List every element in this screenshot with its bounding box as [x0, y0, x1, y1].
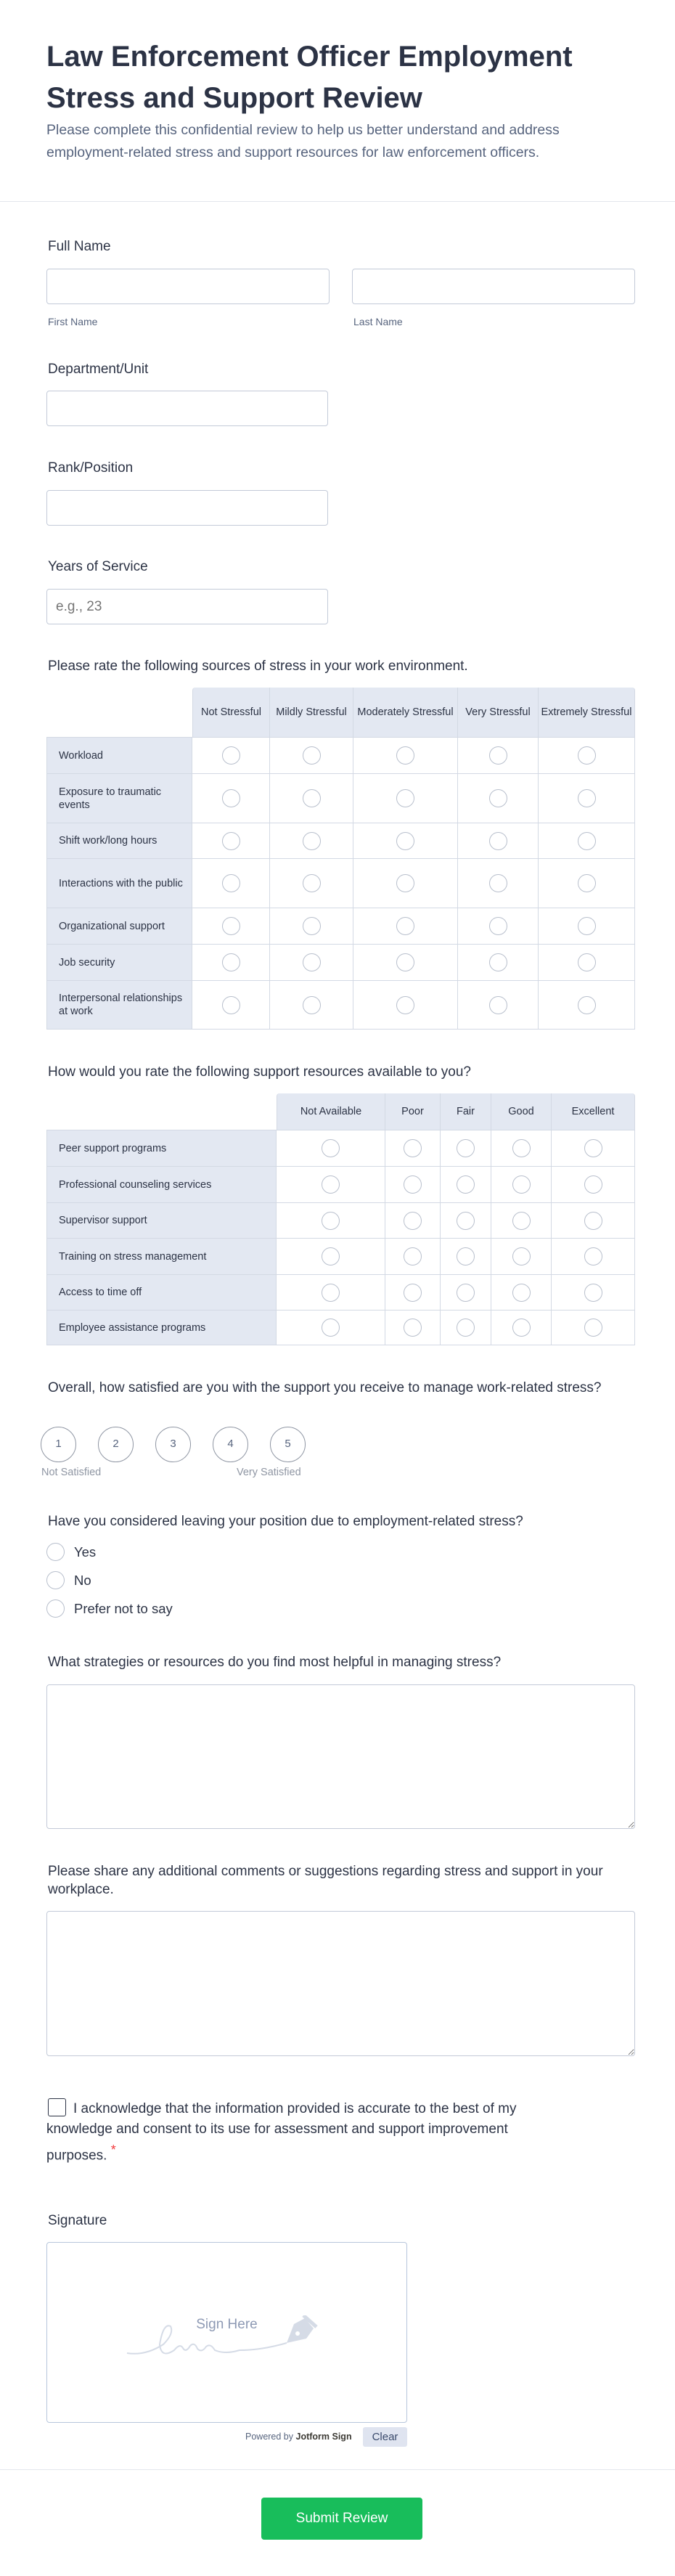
matrix-cell [552, 1130, 635, 1166]
matrix-cell [353, 980, 458, 1030]
matrix-cell [491, 1130, 552, 1166]
leaving-option-prefer-not[interactable] [46, 1599, 173, 1618]
matrix-cell [385, 1238, 441, 1274]
matrix-column-header: Not Stressful [192, 688, 270, 737]
matrix-row-label: Exposure to traumatic events [46, 773, 192, 823]
radio-button[interactable] [578, 832, 596, 850]
matrix-column-header: Not Available [277, 1093, 385, 1130]
matrix-cell [270, 858, 353, 908]
matrix-column-header: Moderately Stressful [353, 688, 458, 737]
leaving-option-yes[interactable] [46, 1543, 96, 1561]
radio-button[interactable] [489, 953, 507, 971]
matrix-row [46, 737, 635, 773]
matrix-cell [385, 1130, 441, 1166]
radio-button[interactable] [584, 1175, 602, 1194]
stress-matrix-question: Please rate the following sources of stress in your work environment. [48, 659, 468, 674]
radio-button[interactable] [322, 1284, 340, 1302]
sign-here-placeholder: Sign Here [196, 2317, 258, 2332]
radio-button[interactable] [457, 1175, 475, 1194]
matrix-cell [277, 1274, 385, 1310]
matrix-cell [385, 1166, 441, 1202]
matrix-cell [552, 1202, 635, 1238]
radio-button[interactable] [46, 1543, 65, 1561]
radio-button[interactable] [578, 917, 596, 935]
matrix-cell [458, 980, 539, 1030]
powered-prefix: Powered by [245, 2432, 294, 2442]
matrix-row-label: Peer support programs [46, 1130, 277, 1166]
matrix-cell [458, 737, 539, 773]
matrix-cell [270, 823, 353, 858]
full-name-label: Full Name [48, 239, 111, 254]
powered-by [245, 2432, 352, 2442]
matrix-column-header: Mildly Stressful [270, 688, 353, 737]
radio-button[interactable] [584, 1318, 602, 1337]
matrix-cell [277, 1130, 385, 1166]
matrix-cell [277, 1166, 385, 1202]
radio-button[interactable] [303, 789, 321, 807]
matrix-cell [458, 858, 539, 908]
matrix-cell [539, 908, 635, 944]
matrix-corner [46, 688, 192, 737]
matrix-cell [539, 823, 635, 858]
matrix-cell [552, 1166, 635, 1202]
matrix-row [46, 1202, 635, 1238]
years-label: Years of Service [48, 559, 148, 574]
matrix-cell [458, 773, 539, 823]
matrix-cell [491, 1274, 552, 1310]
comments-question: Please share any additional comments or suggestions regarding stress and support in your workplace. [48, 1864, 603, 1897]
radio-button[interactable] [303, 953, 321, 971]
matrix-cell [353, 944, 458, 980]
department-input[interactable] [46, 391, 328, 426]
satisfaction-low-label: Not Satisfied [41, 1467, 102, 1478]
radio-button[interactable] [457, 1139, 475, 1157]
option-label: Yes [74, 1544, 97, 1560]
radio-button[interactable] [489, 746, 507, 765]
department-label: Department/Unit [48, 362, 149, 377]
radio-button[interactable] [404, 1318, 422, 1337]
radio-button[interactable] [46, 1571, 65, 1589]
matrix-row-label: Interactions with the public [46, 858, 192, 908]
radio-button[interactable] [512, 1212, 531, 1230]
matrix-cell [539, 944, 635, 980]
comments-textarea[interactable] [46, 1911, 635, 2056]
matrix-cell [552, 1274, 635, 1310]
strategies-question: What strategies or resources do you find most helpful in managing stress? [48, 1655, 502, 1670]
last-name-input[interactable] [352, 269, 635, 304]
radio-button[interactable] [584, 1212, 602, 1230]
radio-button[interactable] [396, 917, 414, 935]
submit-button[interactable]: Submit Review [261, 2498, 422, 2540]
matrix-cell [192, 823, 270, 858]
matrix-cell [277, 1202, 385, 1238]
radio-button[interactable] [396, 832, 414, 850]
radio-button[interactable] [222, 996, 240, 1014]
matrix-cell [192, 737, 270, 773]
radio-button[interactable] [578, 746, 596, 765]
matrix-row [46, 1166, 635, 1202]
radio-button[interactable] [512, 1139, 531, 1157]
signature-label: Signature [48, 2213, 107, 2228]
rating-option-2[interactable]: 2 [98, 1427, 134, 1462]
matrix-column-header: Poor [385, 1093, 441, 1130]
radio-button[interactable] [396, 746, 414, 765]
support-matrix-question: How would you rate the following support resources available to you? [48, 1064, 471, 1080]
matrix-row-label: Access to time off [46, 1274, 277, 1310]
matrix-cell [539, 980, 635, 1030]
matrix-cell [270, 980, 353, 1030]
rating-option-3[interactable]: 3 [155, 1427, 191, 1462]
radio-button[interactable] [512, 1175, 531, 1194]
first-name-sublabel: First Name [48, 316, 98, 327]
matrix-cell [491, 1166, 552, 1202]
matrix-cell [539, 737, 635, 773]
clear-signature-button[interactable]: Clear [363, 2427, 407, 2447]
radio-button[interactable] [457, 1212, 475, 1230]
radio-button[interactable] [322, 1212, 340, 1230]
radio-button[interactable] [578, 996, 596, 1014]
matrix-cell [491, 1238, 552, 1274]
radio-button[interactable] [512, 1247, 531, 1265]
matrix-cell [552, 1310, 635, 1345]
radio-button[interactable] [322, 1318, 340, 1337]
matrix-column-header: Excellent [552, 1093, 635, 1130]
strategies-textarea[interactable] [46, 1684, 635, 1829]
matrix-cell [192, 980, 270, 1030]
rating-option-5[interactable]: 5 [270, 1427, 306, 1462]
radio-button[interactable] [584, 1139, 602, 1157]
radio-button[interactable] [489, 874, 507, 892]
matrix-row [46, 823, 635, 858]
matrix-row [46, 1130, 635, 1166]
last-name-sublabel: Last Name [353, 316, 403, 327]
radio-button[interactable] [512, 1318, 531, 1337]
matrix-cell [539, 773, 635, 823]
matrix-cell [192, 908, 270, 944]
matrix-row-label: Supervisor support [46, 1202, 277, 1238]
radio-button[interactable] [578, 874, 596, 892]
matrix-row-label: Employee assistance programs [46, 1310, 277, 1345]
matrix-row-label: Shift work/long hours [46, 823, 192, 858]
matrix-cell [458, 944, 539, 980]
form-description: Please complete this confidential review to help us better understand and address employment-related stress and support resources for law enforcement officers. [46, 122, 560, 160]
satisfaction-scale [41, 1427, 306, 1462]
radio-button[interactable] [489, 832, 507, 850]
matrix-row [46, 1274, 635, 1310]
matrix-column-header: Very Stressful [458, 688, 539, 737]
matrix-cell [353, 858, 458, 908]
acknowledge-checkbox[interactable] [48, 2098, 66, 2116]
matrix-row [46, 908, 635, 944]
radio-button[interactable] [222, 953, 240, 971]
matrix-cell [270, 737, 353, 773]
radio-button[interactable] [396, 953, 414, 971]
radio-button[interactable] [584, 1284, 602, 1302]
matrix-cell [385, 1202, 441, 1238]
satisfaction-high-label: Very Satisfied [237, 1467, 301, 1478]
matrix-row-label: Interpersonal relationships at work [46, 980, 192, 1030]
signature-pad[interactable] [46, 2242, 407, 2423]
radio-button[interactable] [222, 874, 240, 892]
radio-button[interactable] [222, 789, 240, 807]
radio-button[interactable] [404, 1139, 422, 1157]
rank-label: Rank/Position [48, 460, 134, 476]
option-label: No [74, 1572, 91, 1588]
radio-button[interactable] [404, 1284, 422, 1302]
radio-button[interactable] [222, 746, 240, 765]
matrix-cell [385, 1310, 441, 1345]
radio-button[interactable] [46, 1599, 65, 1618]
radio-button[interactable] [457, 1318, 475, 1337]
matrix-cell [458, 823, 539, 858]
matrix-cell [441, 1310, 491, 1345]
matrix-cell [441, 1130, 491, 1166]
radio-button[interactable] [457, 1284, 475, 1302]
matrix-cell [458, 908, 539, 944]
acknowledge-field [46, 2098, 555, 2166]
radio-button[interactable] [303, 996, 321, 1014]
matrix-cell [277, 1238, 385, 1274]
radio-button[interactable] [396, 789, 414, 807]
radio-button[interactable] [303, 832, 321, 850]
matrix-corner [46, 1093, 277, 1130]
stress-matrix [46, 688, 635, 1030]
radio-button[interactable] [303, 874, 321, 892]
matrix-cell [441, 1238, 491, 1274]
matrix-cell [353, 773, 458, 823]
matrix-cell [353, 823, 458, 858]
rank-input[interactable] [46, 490, 328, 526]
radio-button[interactable] [489, 917, 507, 935]
powered-brand: Jotform Sign [295, 2432, 352, 2442]
matrix-cell [353, 737, 458, 773]
footer-divider [0, 2469, 675, 2470]
radio-button[interactable] [578, 789, 596, 807]
matrix-cell [441, 1202, 491, 1238]
matrix-row [46, 858, 635, 908]
header-divider [0, 201, 675, 202]
leaving-question: Have you considered leaving your position due to employment-related stress? [48, 1514, 523, 1529]
matrix-row-label: Training on stress management [46, 1238, 277, 1274]
matrix-cell [270, 773, 353, 823]
radio-button[interactable] [303, 746, 321, 765]
rating-option-1[interactable]: 1 [41, 1427, 76, 1462]
matrix-row [46, 980, 635, 1030]
radio-button[interactable] [404, 1212, 422, 1230]
matrix-cell [491, 1202, 552, 1238]
matrix-row [46, 944, 635, 980]
matrix-cell [270, 908, 353, 944]
radio-button[interactable] [396, 996, 414, 1014]
matrix-row-label: Workload [46, 737, 192, 773]
matrix-cell [552, 1238, 635, 1274]
matrix-row [46, 1238, 635, 1274]
radio-button[interactable] [489, 789, 507, 807]
radio-button[interactable] [322, 1247, 340, 1265]
rating-option-4[interactable]: 4 [213, 1427, 248, 1462]
leaving-option-no[interactable] [46, 1571, 91, 1589]
first-name-input[interactable] [46, 269, 330, 304]
matrix-cell [277, 1310, 385, 1345]
matrix-column-header: Good [491, 1093, 552, 1130]
radio-button[interactable] [222, 832, 240, 850]
matrix-column-header: Fair [441, 1093, 491, 1130]
matrix-row [46, 773, 635, 823]
matrix-row-label: Organizational support [46, 908, 192, 944]
matrix-cell [491, 1310, 552, 1345]
radio-button[interactable] [404, 1175, 422, 1194]
matrix-cell [353, 908, 458, 944]
matrix-cell [539, 858, 635, 908]
required-asterisk: * [110, 2143, 116, 2157]
support-matrix [46, 1093, 635, 1345]
radio-button[interactable] [396, 874, 414, 892]
radio-button[interactable] [584, 1247, 602, 1265]
matrix-row-label: Professional counseling services [46, 1166, 277, 1202]
form-title: Law Enforcement Officer Employment Stress and Support Review [46, 41, 573, 114]
radio-button[interactable] [457, 1247, 475, 1265]
matrix-cell [441, 1274, 491, 1310]
matrix-row [46, 1310, 635, 1345]
radio-button[interactable] [512, 1284, 531, 1302]
matrix-cell [192, 858, 270, 908]
acknowledge-text: I acknowledge that the information provided is accurate to the best of my knowledge and consent to its use for assessment and support improvement purposes. [46, 2101, 517, 2164]
radio-button[interactable] [322, 1139, 340, 1157]
matrix-column-header: Extremely Stressful [539, 688, 635, 737]
matrix-cell [192, 773, 270, 823]
radio-button[interactable] [489, 996, 507, 1014]
matrix-cell [385, 1274, 441, 1310]
option-label: Prefer not to say [74, 1600, 173, 1616]
radio-button[interactable] [322, 1175, 340, 1194]
radio-button[interactable] [404, 1247, 422, 1265]
matrix-cell [192, 944, 270, 980]
matrix-row-label: Job security [46, 944, 192, 980]
radio-button[interactable] [578, 953, 596, 971]
matrix-cell [270, 944, 353, 980]
satisfaction-question: Overall, how satisfied are you with the support you receive to manage work-related stress? [48, 1380, 602, 1395]
radio-button[interactable] [303, 917, 321, 935]
years-input[interactable] [46, 589, 328, 624]
matrix-cell [441, 1166, 491, 1202]
radio-button[interactable] [222, 917, 240, 935]
